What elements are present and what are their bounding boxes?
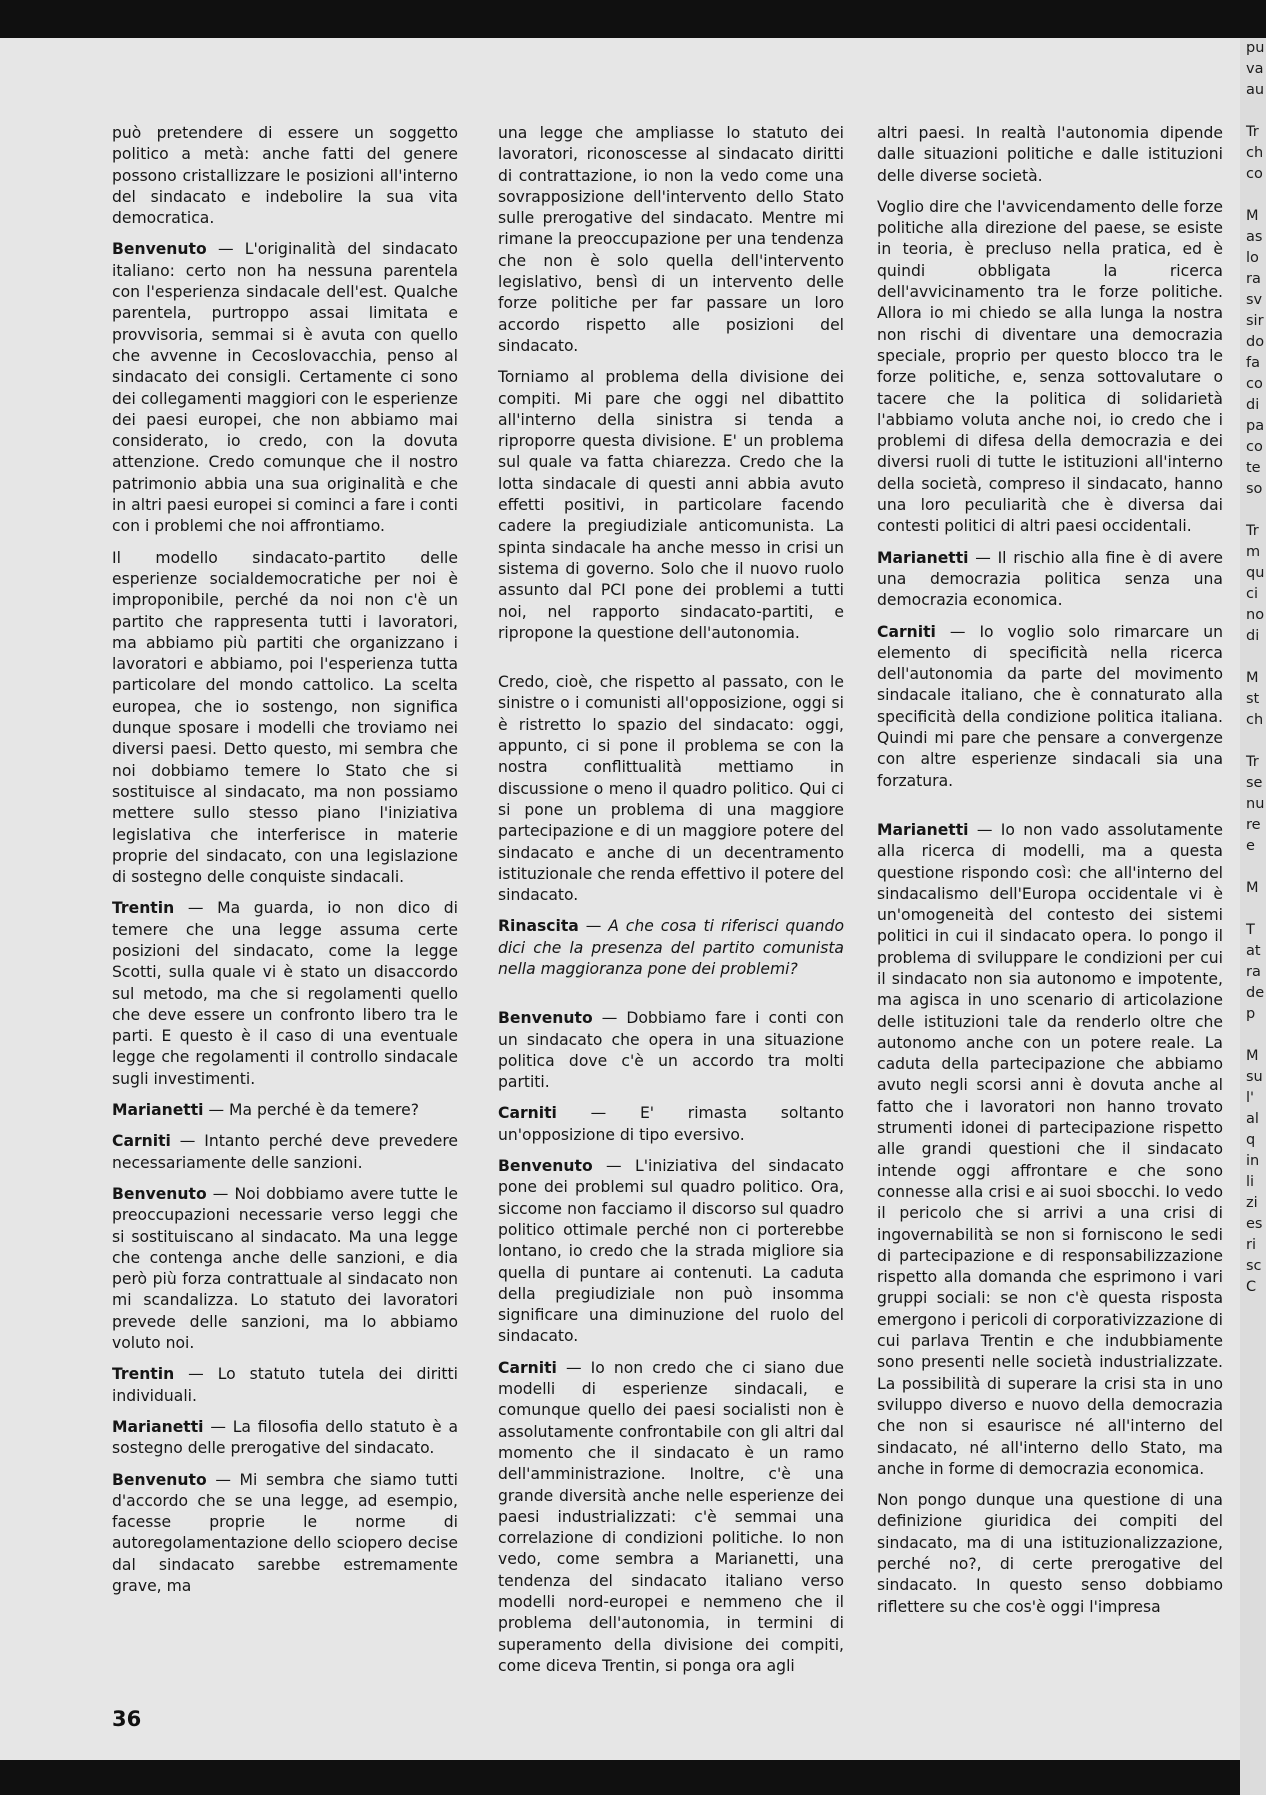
- paragraph-text: Torniamo al problema della divisione dei compiti. Mi pare che oggi nel dibattito all'interno della sinistra si tenda a riproporre questa divisione. E' un problema sul quale va fatta chiarezza. Credo che la lotta sindacale di questi anni abbia avuto effetti positivi, in particolare facendo cadere la pregiudiziale anticomunista. La spinta sindacale ha anche messo in crisi un sistema di governo. Solo che il nuovo ruolo assunto dal PCI pone dei problemi a tutti noi, nel rapporto sindacato-partiti, e ripropone la questione dell'autonomia.: [498, 368, 844, 642]
- speaker-dash: —: [174, 1365, 218, 1384]
- next-page-fragment: nu: [1246, 796, 1265, 812]
- speaker-dash: —: [592, 1157, 636, 1176]
- next-page-fragment: [1240, 899, 1266, 920]
- next-page-fragment: do: [1246, 334, 1265, 350]
- next-page-fragment: M: [1246, 670, 1259, 686]
- paragraph: [498, 1008, 844, 1093]
- paragraph-text: Intanto perché deve prevedere necessariamente delle sanzioni.: [112, 1132, 458, 1172]
- speaker-name: Benvenuto: [498, 1009, 593, 1028]
- magazine-page: [0, 38, 1240, 1760]
- paragraph: [498, 1358, 844, 1677]
- next-page-fragment: M: [1246, 880, 1259, 896]
- next-page-fragment: [1240, 647, 1266, 668]
- speaker-dash: —: [206, 1470, 240, 1489]
- paragraph-text: L'originalità del sindacato italiano: certo non ha nessuna parentela con l'esperienza sindacale dell'est. Qualche parentela, purtroppo assai limitata e provvisoria, semmai si è avuta con quello che avvenne in Cecoslovacchia, penso al sindacato dei consigli. Certamente ci sono dei collegamenti maggiori con le esperienze dei paesi europei, che non abbiamo mai considerato, io credo, con la dovuta attenzione. Credo comunque che il nostro patrimonio abbia una sua originalità e che in altri paesi europei si cominci a fare i conti con i problemi che noi affrontiamo.: [112, 240, 458, 536]
- next-page-fragment: Tr: [1246, 523, 1259, 539]
- next-page-fragment: qu: [1246, 565, 1265, 581]
- next-page-fragment: no: [1246, 607, 1265, 623]
- paragraph-text: Ma guarda, io non dico di temere che una legge assuma certe posizioni del sindacato, come la legge Scotti, sulla quale vi è stato un disaccordo sul metodo, ma che si regolamenti quello che deve essere un confronto libero tra le parti. E questo è il caso di una eventuale legge che regolamenti il controllo sindacale sugli investimenti.: [112, 899, 459, 1088]
- paragraph-text: Credo, cioè, che rispetto al passato, con le sinistre o i comunisti all'opposizione, oggi si è ristretto lo spazio del sindacato: oggi, appunto, ci si pone il problema se con la nostra conflittualità mettiamo in discussione o meno il quadro politico. Qui ci si pone un problema di una maggiore partecipazione e di un maggiore potere del sindacato e anche di un decentramento istituzionale che renda effettivo il potere del sindacato.: [498, 673, 844, 905]
- next-page-fragment: de: [1246, 985, 1265, 1001]
- next-page-fragment: ch: [1246, 145, 1264, 161]
- next-page-fragment: di: [1246, 628, 1260, 644]
- next-page-fragment: sc: [1246, 1258, 1262, 1274]
- text-column-1: [112, 123, 458, 1607]
- page-number: 36: [112, 1707, 142, 1731]
- interviewer-question: A che cosa ti riferisci quando dici che la presenza del partito comunista nella maggioranza pone dei problemi?: [498, 917, 844, 978]
- next-page-fragment: te: [1246, 460, 1261, 476]
- next-page-fragment: at: [1246, 943, 1261, 959]
- next-page-fragment: co: [1246, 439, 1263, 455]
- next-page-fragment: p: [1246, 1006, 1256, 1022]
- speaker-name: Carniti: [112, 1132, 171, 1151]
- speaker-dash: —: [935, 622, 980, 641]
- next-page-fragment: ci: [1246, 586, 1259, 602]
- next-page-fragment: m: [1246, 544, 1261, 560]
- next-page-fragment: [1240, 185, 1266, 206]
- next-page-fragment: li: [1246, 1174, 1255, 1190]
- speaker-name: Benvenuto: [112, 240, 207, 259]
- next-page-edge: [1240, 38, 1266, 1795]
- paragraph-text: Non pongo dunque una questione di una definizione giuridica dei compiti del sindacato, ma di una istituzionalizzazione, perché no?, di certe prerogative del sindacato. In questo senso dobbiamo riflettere su che cos'è oggi l'impresa: [877, 1491, 1223, 1616]
- next-page-fragment: in: [1246, 1153, 1260, 1169]
- next-page-fragment: di: [1246, 397, 1260, 413]
- next-page-fragment: C: [1246, 1279, 1257, 1295]
- text-column-3: [877, 123, 1223, 1628]
- paragraph: [498, 672, 844, 906]
- speaker-dash: —: [578, 917, 609, 936]
- paragraph-text: Il modello sindacato-partito delle esperienze socialdemocratiche per noi è improponibile, perché da noi non c'è un partito che rappresenta tutti i lavoratori, ma abbiamo più partiti che organizzano i lavoratori e abbiamo, poi l'esperienza tutta particolare del mondo cattolico. La scelta europea, che io sostengo, non significa dunque sposare i modelli che troviamo nei diversi paesi. Detto questo, mi sembra che noi dobbiamo temere lo Stato che si sostituisce al sindacato, ma non possiamo mettere sullo stesso piano l'iniziativa legislativa che interferisce in materie proprie del sindacato, con una legislazione di sostegno delle conquiste sindacali.: [112, 548, 458, 887]
- paragraph-text: E' rimasta soltanto un'opposizione di tipo eversivo.: [498, 1104, 844, 1144]
- paragraph: [498, 1103, 844, 1146]
- speaker-name: Benvenuto: [112, 1184, 207, 1203]
- paragraph: [112, 1364, 458, 1407]
- next-page-fragment: q: [1246, 1132, 1256, 1148]
- speaker-dash: —: [203, 1417, 233, 1436]
- paragraph: [498, 916, 844, 980]
- speaker-name: Benvenuto: [498, 1157, 593, 1176]
- paragraph-text: può pretendere di essere un soggetto politico a metà: anche fatti del genere possono cristallizzare le posizioni all'interno del sindacato e indebolire la sua vita democratica.: [112, 124, 458, 228]
- paragraph-text: L'iniziativa del sindacato pone dei problemi sul quadro politico. Ora, siccome non facciamo il discorso sul quadro politico ottimale perché non ci porterebbe lontano, io credo che la strada migliore sia quella di puntare ai contenuti. La caduta della pregiudiziale non può insomma significare una diminuzione del ruolo del sindacato.: [498, 1157, 844, 1346]
- paragraph-text: Io non credo che ci siano due modelli di esperienze sindacali, e comunque quello dei paesi socialisti non è assolutamente confrontabile con gli altri dal momento che il sindacato è un ramo dell'amministrazione. Inoltre, c'è una grande diversità anche nelle esperienze dei paesi industrializzati: c'è semmai una correlazione di condizioni politiche. Io non vedo, come sembra a Marianetti, una tendenza del sindacato italiano verso modelli nord-europei e nemmeno che il problema dell'autonomia, in termini di superamento della divisione dei compiti, come diceva Trentin, si ponga ora agli: [498, 1358, 844, 1675]
- speaker-name: Trentin: [112, 899, 175, 918]
- speaker-name: Marianetti: [112, 1101, 204, 1120]
- speaker-name: Marianetti: [877, 548, 969, 567]
- paragraph-text: Io non vado assolutamente alla ricerca di modelli, ma a questa questione rispondo così: che all'interno del sindacalismo dell'Europa occidentale vi è un'omogeneità del contesto dei sistemi politici in cui il sindacato opera. Io pongo il problema di sviluppare le condizioni per cui il sindacato non sia autonomo e impotente, ma agisca in uno scenario di articolazione delle istituzioni tale da renderlo oltre che autonomo anche con un potere reale. La caduta della partecipazione che abbiamo avuto negli scorsi anni è dovuta anche al fatto che i lavoratori non hanno trovato strumenti idonei di partecipazione rispetto alle grandi questioni che il sindacato intende oggi affrontare e che sono connesse alla crisi e ai suoi sbocchi. Io vedo il pericolo che si arrivi a una crisi di ingovernabilità se non si forniscono le sedi di partecipazione e di responsabilizzazione rispetto alla domanda che esprimono i vari gruppi sociali: se non c'è questa risposta emergono i pericoli di corporativizzazione di cui parlava Trentin e che indubbiamente sono presenti nelle società industrializzate. La possibilità di superare la crisi sta in uno sviluppo diverso e nuovo della democrazia che non si esaurisce né all'interno del sindacato, né all'interno dello Stato, ma anche in forme di democrazia economica.: [877, 820, 1223, 1478]
- paragraph: [112, 1417, 458, 1460]
- paragraph: [877, 820, 1223, 1480]
- speaker-name: Marianetti: [112, 1417, 204, 1436]
- paragraph: [112, 1100, 458, 1121]
- next-page-fragment: e: [1246, 838, 1255, 854]
- paragraph: [112, 548, 458, 889]
- next-page-fragment: Tr: [1246, 124, 1259, 140]
- paragraph: [877, 1490, 1223, 1618]
- next-page-fragment: T: [1246, 922, 1255, 938]
- speaker-dash: —: [968, 820, 1001, 839]
- speaker-dash: —: [203, 1101, 230, 1120]
- next-page-fragment: l': [1246, 1090, 1255, 1106]
- next-page-fragment: su: [1246, 1069, 1263, 1085]
- speaker-dash: —: [592, 1009, 627, 1028]
- next-page-fragment: [1240, 500, 1266, 521]
- next-page-fragment: al: [1246, 1111, 1259, 1127]
- next-page-fragment: es: [1246, 1216, 1263, 1232]
- paragraph: [112, 1470, 458, 1598]
- next-page-fragment: st: [1246, 691, 1260, 707]
- next-page-fragment: [1240, 101, 1266, 122]
- speaker-dash: —: [556, 1358, 591, 1377]
- paragraph: [498, 367, 844, 644]
- next-page-fragment: se: [1246, 775, 1263, 791]
- paragraph-text: Il rischio alla fine è di avere una democrazia politica senza una democrazia economica.: [877, 548, 1223, 610]
- paragraph: [112, 239, 458, 537]
- next-page-fragment: sir: [1246, 313, 1264, 329]
- paragraph-text: La filosofia dello statuto è a sostegno delle prerogative del sindacato.: [112, 1417, 459, 1458]
- next-page-fragment: so: [1246, 481, 1263, 497]
- next-page-fragment: lo: [1246, 250, 1259, 266]
- speaker-name: Trentin: [112, 1365, 175, 1384]
- speaker-dash: —: [206, 240, 245, 259]
- paragraph: [112, 123, 458, 229]
- speaker-name: Carniti: [498, 1104, 557, 1123]
- next-page-fragment: pu: [1246, 40, 1265, 56]
- speaker-name: Rinascita: [498, 917, 579, 936]
- speaker-dash: —: [206, 1184, 235, 1203]
- paragraph: [877, 622, 1223, 792]
- speaker-name: Carniti: [498, 1358, 557, 1377]
- next-page-fragment: zi: [1246, 1195, 1258, 1211]
- speaker-dash: —: [170, 1132, 205, 1151]
- next-page-fragment: re: [1246, 817, 1261, 833]
- next-page-fragment: ri: [1246, 1237, 1256, 1253]
- next-page-fragment: ra: [1246, 964, 1261, 980]
- paragraph: [112, 898, 458, 1090]
- next-page-fragment: au: [1246, 82, 1265, 98]
- next-page-fragment: co: [1246, 166, 1263, 182]
- paragraph-text: Noi dobbiamo avere tutte le preoccupazioni necessarie verso leggi che si sostituiscano al sindacato. Ma una legge che contenga anche delle sanzioni, e dia però più forza contrattuale al sindacato non mi scandalizza. Lo statuto dei lavoratori prevede delle sanzioni, ma lo abbiamo voluto noi.: [112, 1184, 458, 1353]
- next-page-fragment: Tr: [1246, 754, 1259, 770]
- paragraph: [877, 197, 1223, 538]
- next-page-fragment: sv: [1246, 292, 1263, 308]
- next-page-fragment: M: [1246, 208, 1259, 224]
- paragraph: [877, 123, 1223, 187]
- paragraph: [112, 1131, 458, 1174]
- speaker-dash: —: [968, 548, 998, 567]
- next-page-fragment: va: [1246, 61, 1264, 77]
- next-page-fragment: [1240, 731, 1266, 752]
- next-page-fragment: as: [1246, 229, 1263, 245]
- speaker-name: Carniti: [877, 622, 936, 641]
- next-page-fragment: [1240, 1025, 1266, 1046]
- paragraph-text: altri paesi. In realtà l'autonomia dipende dalle situazioni politiche e dalle istituzioni delle diverse società.: [877, 124, 1223, 185]
- paragraph: [877, 548, 1223, 612]
- speaker-dash: —: [174, 899, 218, 918]
- speaker-dash: —: [556, 1104, 640, 1123]
- paragraph: [112, 1184, 458, 1354]
- paragraph-text: Ma perché è da temere?: [229, 1101, 419, 1120]
- next-page-fragment: pa: [1246, 418, 1265, 434]
- paragraph-text: Lo statuto tutela dei diritti individuali.: [112, 1365, 458, 1405]
- speaker-name: Marianetti: [877, 820, 969, 839]
- next-page-fragment: [1240, 857, 1266, 878]
- paragraph-text: Dobbiamo fare i conti con un sindacato che opera in una situazione politica dove c'è un accordo tra molti partiti.: [498, 1009, 844, 1092]
- paragraph-text: Voglio dire che l'avvicendamento delle forze politiche alla direzione del paese, se esiste in teoria, è precluso nella pratica, ed è quindi obbligata la ricerca dell'avvicinamento tra le forze politiche. Allora io mi chiedo se alla lunga la nostra non rischi di diventare una democrazia speciale, proprio per questo blocco tra le forze politiche, e, senza sottovalutare o tacere che la politica di solidarietà l'abbiamo voluta anche noi, io credo che i problemi di difesa della democrazia e dei diversi ruoli di tutte le istituzioni all'interno della società, compreso il sindacato, hanno una loro peculiarità che è diversa dai contesti politici di altri paesi occidentali.: [877, 197, 1223, 536]
- speaker-name: Benvenuto: [112, 1470, 207, 1489]
- next-page-fragment: ch: [1246, 712, 1264, 728]
- next-page-fragment: fa: [1246, 355, 1260, 371]
- paragraph: [498, 123, 844, 357]
- next-page-fragment: M: [1246, 1048, 1259, 1064]
- paragraph: [498, 1156, 844, 1348]
- next-page-fragment: co: [1246, 376, 1263, 392]
- paragraph-text: Io voglio solo rimarcare un elemento di specificità nella ricerca dell'autonomia da parte del movimento sindacale italiano, che è connaturato alla specificità della condizione politica italiana. Quindi mi pare che pensare a convergenze con altre esperienze sindacali sia una forzatura.: [877, 622, 1223, 790]
- text-column-2: [498, 123, 844, 1687]
- paragraph-text: una legge che ampliasse lo statuto dei lavoratori, riconoscesse al sindacato diritti di contrattazione, io non la vedo come una sovrapposizione dell'intervento dello Stato sulle prerogative del sindacato. Mentre mi rimane la preoccupazione per una tendenza che non è solo quella dell'intervento legislativo, bensì di un intervento delle forze politiche per far passare un loro accordo rispetto alle posizioni del sindacato.: [498, 124, 844, 355]
- paragraph-text: Mi sembra che siamo tutti d'accordo che se una legge, ad esempio, facesse proprie le norme di autoregolamentazione dello sciopero decise dal sindacato sarebbe estremamente grave, ma: [112, 1470, 458, 1595]
- next-page-fragment: ra: [1246, 271, 1261, 287]
